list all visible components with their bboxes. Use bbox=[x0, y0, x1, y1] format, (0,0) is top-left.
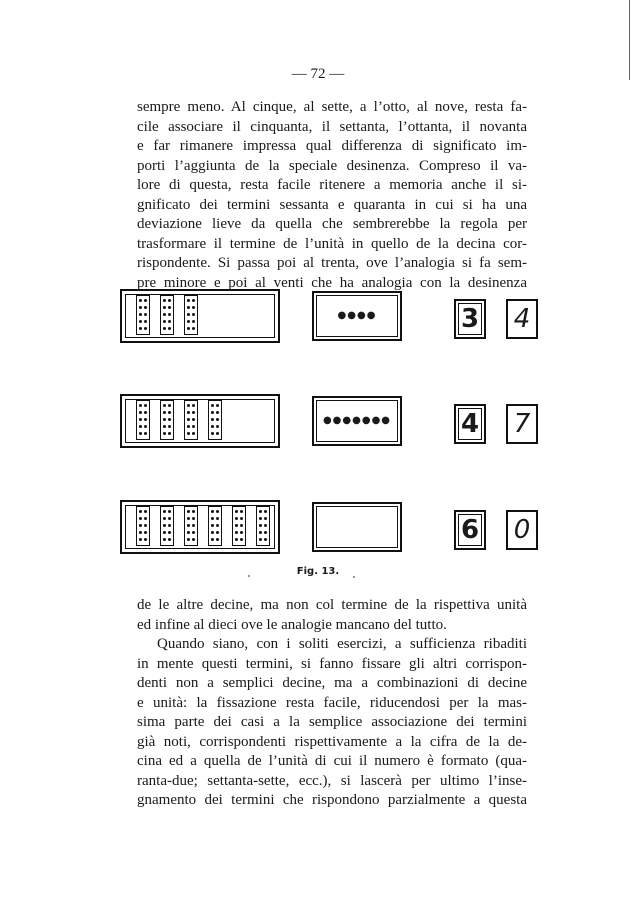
domino-pip bbox=[216, 524, 219, 527]
domino-pip bbox=[139, 306, 142, 309]
domino-pip bbox=[139, 531, 142, 534]
dots-group: ●●●●●●● bbox=[322, 415, 392, 426]
domino-pip bbox=[187, 327, 190, 330]
domino-piece bbox=[160, 295, 174, 335]
domino-pip bbox=[144, 524, 147, 527]
domino-pip bbox=[235, 510, 238, 513]
domino-pip bbox=[187, 425, 190, 428]
domino-pip bbox=[163, 313, 166, 316]
domino-pip bbox=[192, 524, 195, 527]
domino-pip bbox=[192, 418, 195, 421]
domino-pip bbox=[139, 425, 142, 428]
domino-pip bbox=[187, 531, 190, 534]
domino-pip bbox=[144, 306, 147, 309]
domino-pip bbox=[216, 517, 219, 520]
domino-pip bbox=[168, 432, 171, 435]
domino-pip bbox=[259, 524, 262, 527]
domino-pip bbox=[211, 524, 214, 527]
domino-pip bbox=[168, 425, 171, 428]
domino-pip bbox=[216, 432, 219, 435]
domino-pip bbox=[240, 517, 243, 520]
domino-pip bbox=[187, 299, 190, 302]
domino-pip bbox=[259, 517, 262, 520]
domino-pip bbox=[216, 404, 219, 407]
domino-pip bbox=[163, 404, 166, 407]
domino-pip bbox=[144, 327, 147, 330]
domino-pip bbox=[144, 432, 147, 435]
domino-pip bbox=[216, 538, 219, 541]
domino-pip bbox=[192, 306, 195, 309]
domino-pip bbox=[163, 411, 166, 414]
domino-pip bbox=[144, 418, 147, 421]
domino-pip bbox=[187, 538, 190, 541]
domino-pip bbox=[163, 538, 166, 541]
text-line: lore di questa, resta facile ritenere a memoria anche il si- bbox=[137, 177, 527, 193]
units-digit-box: 4 bbox=[506, 299, 538, 339]
print-speck bbox=[248, 575, 250, 577]
domino-pip bbox=[139, 299, 142, 302]
domino-piece bbox=[184, 400, 198, 440]
domino-pip bbox=[144, 531, 147, 534]
domino-pip bbox=[168, 538, 171, 541]
domino-pip bbox=[211, 411, 214, 414]
domino-pip bbox=[192, 425, 195, 428]
domino-pip bbox=[264, 510, 267, 513]
domino-pip bbox=[163, 425, 166, 428]
text-line: sempre meno. Al cinque, al sette, a l’otto, al nove, resta fa- bbox=[137, 99, 527, 115]
text-line: Quando siano, con i soliti esercizi, a sufficienza ribaditi bbox=[157, 636, 527, 652]
domino-pip bbox=[187, 306, 190, 309]
domino-pip bbox=[139, 524, 142, 527]
domino-pip bbox=[211, 538, 214, 541]
domino-pip bbox=[168, 418, 171, 421]
domino-pip bbox=[211, 531, 214, 534]
domino-pip bbox=[168, 313, 171, 316]
domino-pip bbox=[264, 538, 267, 541]
domino-pip bbox=[192, 510, 195, 513]
domino-pip bbox=[168, 524, 171, 527]
domino-pip bbox=[192, 404, 195, 407]
domino-tray bbox=[120, 500, 280, 554]
domino-pip bbox=[163, 418, 166, 421]
domino-pip bbox=[211, 517, 214, 520]
domino-pip bbox=[240, 531, 243, 534]
domino-piece bbox=[184, 506, 198, 546]
domino-pip bbox=[192, 432, 195, 435]
paragraph-top bbox=[137, 98, 527, 293]
text-line: trasformare il termine de l’unità in quello de la decina cor- bbox=[137, 235, 527, 252]
domino-pip bbox=[192, 411, 195, 414]
text-line: gnamento dei termini che rispondono parzialmente a questa bbox=[137, 792, 527, 808]
domino-pip bbox=[139, 411, 142, 414]
tens-digit-box: 6 bbox=[454, 510, 486, 550]
text-line: de le altre decine, ma non col termine de la rispettiva unità bbox=[137, 597, 527, 613]
domino-pip bbox=[216, 418, 219, 421]
domino-piece bbox=[208, 400, 222, 440]
figure-row-2 bbox=[120, 394, 540, 454]
domino-pip bbox=[259, 531, 262, 534]
domino-pip bbox=[168, 517, 171, 520]
page-number: — 72 — bbox=[291, 66, 345, 82]
domino-pip bbox=[192, 320, 195, 323]
figure-caption: Fig. 13. bbox=[296, 566, 340, 577]
domino-pip bbox=[168, 531, 171, 534]
domino-piece bbox=[136, 295, 150, 335]
text-line: già noti, corrispondenti rispettivamente a la cifra de la de- bbox=[137, 733, 527, 750]
domino-pip bbox=[211, 510, 214, 513]
domino-pip bbox=[187, 313, 190, 316]
domino-pip bbox=[187, 418, 190, 421]
domino-pip bbox=[192, 517, 195, 520]
domino-piece bbox=[208, 506, 222, 546]
domino-piece bbox=[256, 506, 270, 546]
text-line: sima parte dei casi a la semplice associazione dei termini bbox=[137, 714, 527, 730]
domino-pip bbox=[187, 432, 190, 435]
domino-piece bbox=[136, 506, 150, 546]
domino-pip bbox=[192, 538, 195, 541]
domino-pip bbox=[144, 425, 147, 428]
domino-pip bbox=[139, 327, 142, 330]
domino-pip bbox=[139, 432, 142, 435]
domino-pip bbox=[187, 510, 190, 513]
figure-row-1 bbox=[120, 289, 540, 349]
domino-pip bbox=[144, 404, 147, 407]
paragraph-bottom bbox=[137, 596, 527, 811]
domino-pip bbox=[235, 538, 238, 541]
domino-pip bbox=[187, 404, 190, 407]
domino-pip bbox=[168, 404, 171, 407]
domino-pip bbox=[163, 320, 166, 323]
domino-pip bbox=[168, 299, 171, 302]
domino-tray bbox=[120, 394, 280, 448]
domino-pip bbox=[240, 538, 243, 541]
text-line: rispondente. Si passa poi al trenta, ove l’analogia si fa sem- bbox=[137, 255, 527, 271]
domino-pip bbox=[192, 313, 195, 316]
domino-pip bbox=[163, 517, 166, 520]
domino-pip bbox=[211, 425, 214, 428]
domino-pip bbox=[139, 517, 142, 520]
domino-pip bbox=[144, 299, 147, 302]
text-line: pre minore e poi al venti che ha analogia con la desinenza bbox=[137, 274, 527, 291]
dots-box bbox=[312, 502, 402, 552]
domino-piece bbox=[160, 400, 174, 440]
domino-pip bbox=[187, 411, 190, 414]
domino-pip bbox=[163, 306, 166, 309]
domino-pip bbox=[211, 404, 214, 407]
domino-piece bbox=[232, 506, 246, 546]
domino-pip bbox=[168, 320, 171, 323]
domino-pip bbox=[144, 510, 147, 513]
domino-pip bbox=[187, 517, 190, 520]
domino-pip bbox=[264, 524, 267, 527]
text-line: cina ed a quella de l’unità di cui il numero è formato (qua- bbox=[137, 753, 527, 769]
domino-pip bbox=[144, 313, 147, 316]
text-line: denti non a semplici decine, ma a combinazioni di decine bbox=[137, 675, 527, 691]
domino-pip bbox=[163, 299, 166, 302]
domino-piece bbox=[160, 506, 174, 546]
domino-pip bbox=[192, 531, 195, 534]
tens-digit-box: 3 bbox=[454, 299, 486, 339]
dots-group: ●●●● bbox=[337, 310, 377, 321]
domino-pip bbox=[168, 510, 171, 513]
units-digit-box: 0 bbox=[506, 510, 538, 550]
domino-pip bbox=[163, 327, 166, 330]
domino-pip bbox=[139, 418, 142, 421]
text-line: ranta-due; settanta-sette, ecc.), si lascerà per ultimo l’inse- bbox=[137, 772, 527, 789]
domino-pip bbox=[240, 524, 243, 527]
domino-pip bbox=[216, 510, 219, 513]
text-line: porti l’aggiunta de la speciale desinenza. Compreso il va- bbox=[137, 157, 527, 174]
domino-pip bbox=[139, 320, 142, 323]
domino-pip bbox=[139, 510, 142, 513]
print-speck bbox=[353, 576, 355, 578]
domino-pip bbox=[168, 327, 171, 330]
domino-pip bbox=[139, 538, 142, 541]
domino-pip bbox=[235, 524, 238, 527]
domino-piece bbox=[136, 400, 150, 440]
domino-pip bbox=[163, 432, 166, 435]
domino-pip bbox=[187, 524, 190, 527]
dots-box bbox=[312, 291, 402, 341]
domino-pip bbox=[144, 320, 147, 323]
figure-row-3 bbox=[120, 500, 540, 560]
domino-pip bbox=[144, 538, 147, 541]
domino-piece bbox=[184, 295, 198, 335]
units-digit-box: 7 bbox=[506, 404, 538, 444]
domino-pip bbox=[192, 327, 195, 330]
domino-pip bbox=[163, 524, 166, 527]
domino-pip bbox=[163, 510, 166, 513]
dots-box-inner-border bbox=[316, 506, 398, 548]
domino-pip bbox=[216, 425, 219, 428]
domino-pip bbox=[168, 411, 171, 414]
tens-digit-box: 4 bbox=[454, 404, 486, 444]
domino-pip bbox=[240, 510, 243, 513]
text-line: gnificato dei termini sessanta e quaranta in cui si ha una bbox=[137, 196, 527, 213]
text-line: e far rimanere impressa qual differenza di significato im- bbox=[137, 138, 527, 154]
domino-pip bbox=[139, 404, 142, 407]
domino-pip bbox=[235, 517, 238, 520]
domino-pip bbox=[211, 418, 214, 421]
domino-pip bbox=[187, 320, 190, 323]
text-line: e unità: la fissazione resta facile, riducendosi per la mas- bbox=[137, 694, 527, 711]
domino-pip bbox=[139, 313, 142, 316]
domino-pip bbox=[211, 432, 214, 435]
domino-pip bbox=[264, 531, 267, 534]
text-line: ed infine al dieci ove le analogie mancano del tutto. bbox=[137, 616, 447, 633]
domino-pip bbox=[264, 517, 267, 520]
domino-pip bbox=[192, 299, 195, 302]
dots-box bbox=[312, 396, 402, 446]
domino-pip bbox=[168, 306, 171, 309]
domino-pip bbox=[216, 411, 219, 414]
text-line: deviazione lieve da quella che sembrerebbe la regola per bbox=[137, 216, 527, 232]
text-line: in mente questi termini, si fanno fissare gli altri corrispon- bbox=[137, 655, 527, 672]
domino-pip bbox=[259, 538, 262, 541]
domino-pip bbox=[144, 411, 147, 414]
domino-pip bbox=[259, 510, 262, 513]
text-line: cile associare il cinquanta, il settanta, l’ottanta, il novanta bbox=[137, 118, 527, 135]
domino-pip bbox=[144, 517, 147, 520]
domino-pip bbox=[235, 531, 238, 534]
domino-tray bbox=[120, 289, 280, 343]
domino-pip bbox=[163, 531, 166, 534]
domino-pip bbox=[216, 531, 219, 534]
